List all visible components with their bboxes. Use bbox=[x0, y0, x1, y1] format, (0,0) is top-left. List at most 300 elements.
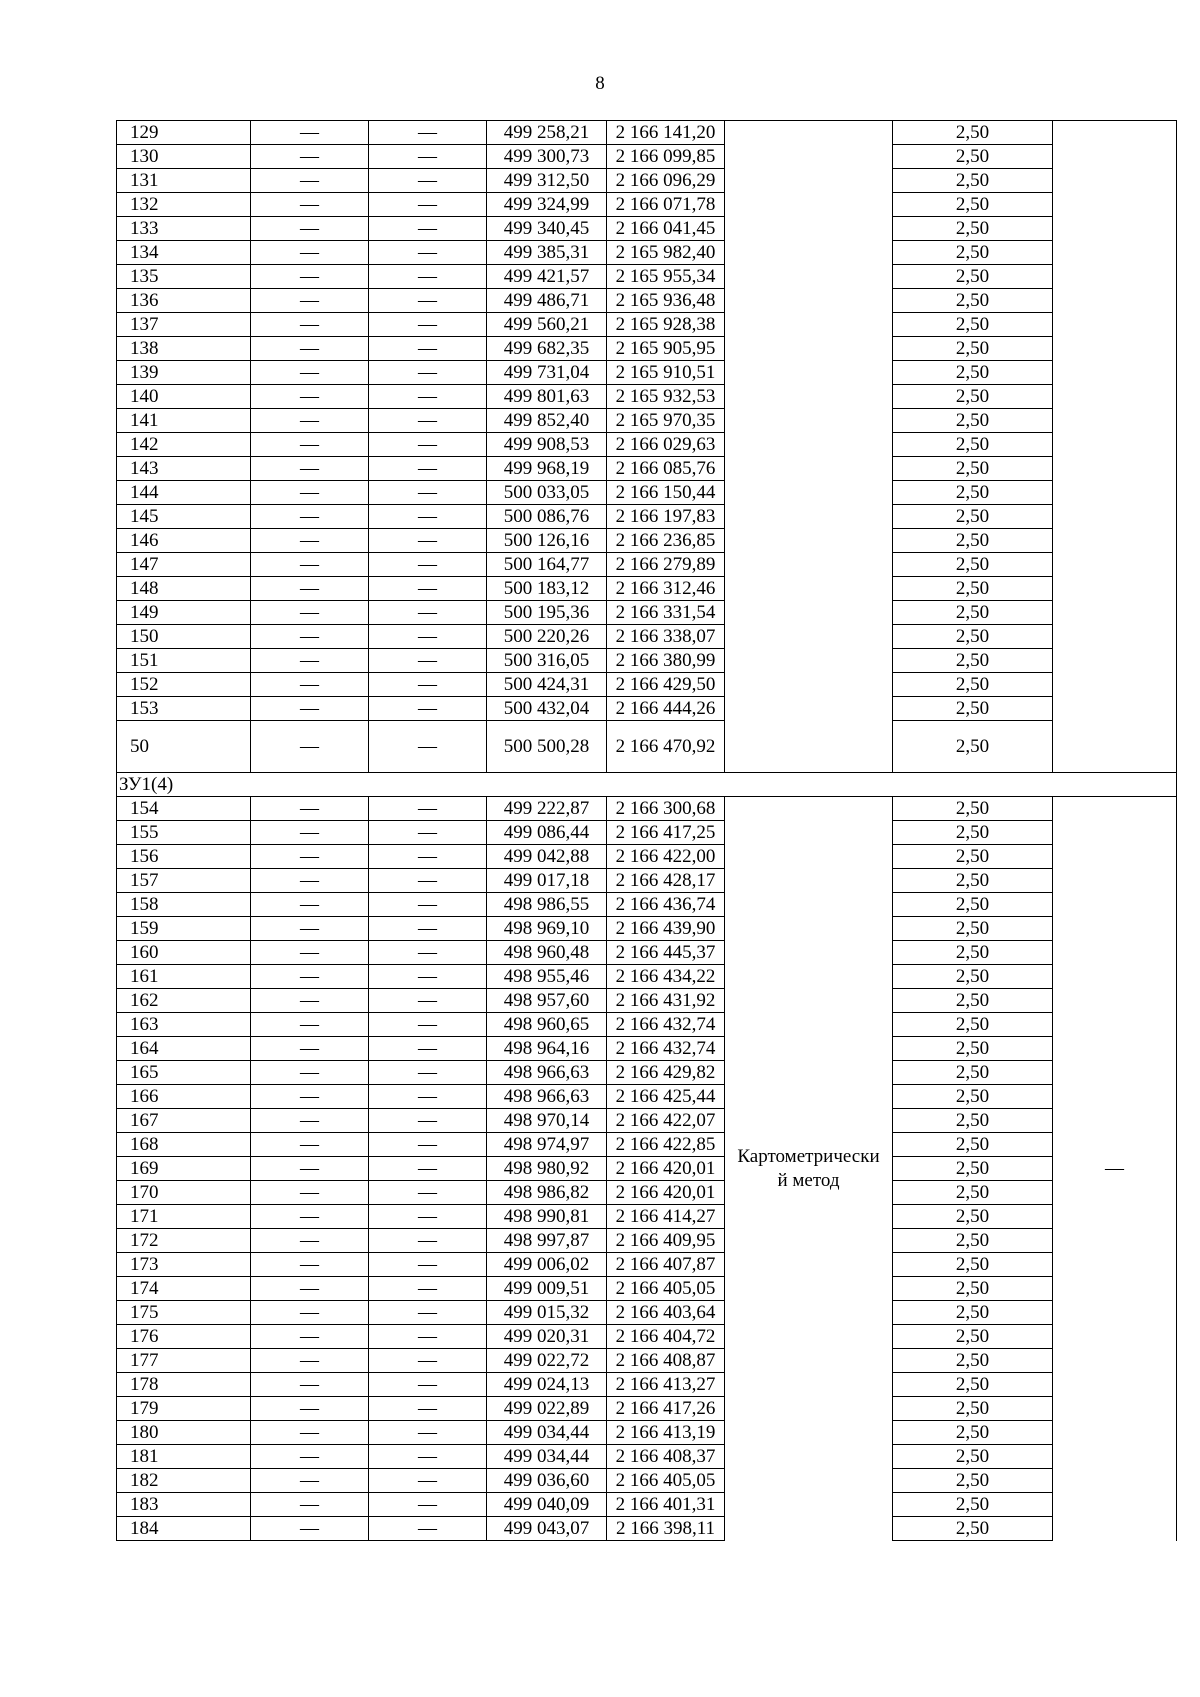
point-cell: 149 bbox=[117, 601, 251, 625]
table-row bbox=[117, 241, 1177, 265]
table-row bbox=[117, 193, 1177, 217]
y-coordinate-cell: 2 166 041,45 bbox=[607, 217, 725, 241]
y-coordinate-cell: 2 165 932,53 bbox=[607, 385, 725, 409]
accuracy-cell: 2,50 bbox=[893, 965, 1053, 989]
y-coordinate-cell: 2 166 405,05 bbox=[607, 1277, 725, 1301]
x-coordinate-cell: 499 801,63 bbox=[487, 385, 607, 409]
x-coordinate-cell: 498 969,10 bbox=[487, 917, 607, 941]
point-cell: 183 bbox=[117, 1493, 251, 1517]
accuracy-cell: 2,50 bbox=[893, 361, 1053, 385]
x-coordinate-cell: 500 086,76 bbox=[487, 505, 607, 529]
dx-cell: — bbox=[251, 1469, 369, 1493]
point-cell: 129 bbox=[117, 121, 251, 145]
x-coordinate-cell: 500 220,26 bbox=[487, 625, 607, 649]
point-cell: 157 bbox=[117, 869, 251, 893]
x-coordinate-cell: 498 997,87 bbox=[487, 1229, 607, 1253]
accuracy-cell: 2,50 bbox=[893, 673, 1053, 697]
table-row bbox=[117, 1157, 1177, 1181]
table-row bbox=[117, 553, 1177, 577]
x-coordinate-cell: 499 022,89 bbox=[487, 1397, 607, 1421]
dy-cell: — bbox=[369, 1325, 487, 1349]
table-row bbox=[117, 1061, 1177, 1085]
y-coordinate-cell: 2 166 408,87 bbox=[607, 1349, 725, 1373]
table-row bbox=[117, 433, 1177, 457]
table-row bbox=[117, 1253, 1177, 1277]
dy-cell: — bbox=[369, 1205, 487, 1229]
y-coordinate-cell: 2 166 439,90 bbox=[607, 917, 725, 941]
x-coordinate-cell: 499 086,44 bbox=[487, 821, 607, 845]
table-row bbox=[117, 649, 1177, 673]
accuracy-cell: 2,50 bbox=[893, 1445, 1053, 1469]
point-cell: 151 bbox=[117, 649, 251, 673]
dx-cell: — bbox=[251, 965, 369, 989]
y-coordinate-cell: 2 166 408,37 bbox=[607, 1445, 725, 1469]
point-cell: 130 bbox=[117, 145, 251, 169]
description-cell: — bbox=[1053, 797, 1177, 1541]
accuracy-cell: 2,50 bbox=[893, 289, 1053, 313]
accuracy-cell: 2,50 bbox=[893, 1277, 1053, 1301]
accuracy-cell: 2,50 bbox=[893, 917, 1053, 941]
table-row bbox=[117, 1277, 1177, 1301]
table-row bbox=[117, 1325, 1177, 1349]
y-coordinate-cell: 2 166 422,07 bbox=[607, 1109, 725, 1133]
y-coordinate-cell: 2 166 436,74 bbox=[607, 893, 725, 917]
x-coordinate-cell: 500 164,77 bbox=[487, 553, 607, 577]
accuracy-cell: 2,50 bbox=[893, 1109, 1053, 1133]
x-coordinate-cell: 499 421,57 bbox=[487, 265, 607, 289]
dy-cell: — bbox=[369, 601, 487, 625]
table-row bbox=[117, 145, 1177, 169]
dy-cell: — bbox=[369, 625, 487, 649]
x-coordinate-cell: 499 222,87 bbox=[487, 797, 607, 821]
x-coordinate-cell: 500 195,36 bbox=[487, 601, 607, 625]
dx-cell: — bbox=[251, 1517, 369, 1541]
table-row bbox=[117, 1181, 1177, 1205]
dy-cell: — bbox=[369, 1277, 487, 1301]
y-coordinate-cell: 2 166 414,27 bbox=[607, 1205, 725, 1229]
accuracy-cell: 2,50 bbox=[893, 1181, 1053, 1205]
dy-cell: — bbox=[369, 1181, 487, 1205]
x-coordinate-cell: 498 966,63 bbox=[487, 1061, 607, 1085]
point-cell: 184 bbox=[117, 1517, 251, 1541]
point-cell: 146 bbox=[117, 529, 251, 553]
point-cell: 159 bbox=[117, 917, 251, 941]
point-cell: 132 bbox=[117, 193, 251, 217]
coordinates-table bbox=[116, 120, 1177, 1541]
dy-cell: — bbox=[369, 649, 487, 673]
table-row bbox=[117, 1037, 1177, 1061]
dx-cell: — bbox=[251, 217, 369, 241]
accuracy-cell: 2,50 bbox=[893, 625, 1053, 649]
accuracy-cell: 2,50 bbox=[893, 1349, 1053, 1373]
dy-cell: — bbox=[369, 361, 487, 385]
y-coordinate-cell: 2 166 312,46 bbox=[607, 577, 725, 601]
point-cell: 145 bbox=[117, 505, 251, 529]
accuracy-cell: 2,50 bbox=[893, 601, 1053, 625]
table-row bbox=[117, 797, 1177, 821]
dx-cell: — bbox=[251, 941, 369, 965]
table-row bbox=[117, 1469, 1177, 1493]
y-coordinate-cell: 2 166 071,78 bbox=[607, 193, 725, 217]
dx-cell: — bbox=[251, 1445, 369, 1469]
dy-cell: — bbox=[369, 989, 487, 1013]
x-coordinate-cell: 499 908,53 bbox=[487, 433, 607, 457]
accuracy-cell: 2,50 bbox=[893, 1469, 1053, 1493]
table-row bbox=[117, 217, 1177, 241]
dy-cell: — bbox=[369, 1109, 487, 1133]
table-row bbox=[117, 1373, 1177, 1397]
accuracy-cell: 2,50 bbox=[893, 869, 1053, 893]
y-coordinate-cell: 2 166 096,29 bbox=[607, 169, 725, 193]
dx-cell: — bbox=[251, 869, 369, 893]
x-coordinate-cell: 499 017,18 bbox=[487, 869, 607, 893]
x-coordinate-cell: 500 033,05 bbox=[487, 481, 607, 505]
x-coordinate-cell: 498 955,46 bbox=[487, 965, 607, 989]
dy-cell: — bbox=[369, 1469, 487, 1493]
accuracy-cell: 2,50 bbox=[893, 1061, 1053, 1085]
dy-cell: — bbox=[369, 289, 487, 313]
dx-cell: — bbox=[251, 265, 369, 289]
point-cell: 139 bbox=[117, 361, 251, 385]
x-coordinate-cell: 499 340,45 bbox=[487, 217, 607, 241]
dx-cell: — bbox=[251, 1301, 369, 1325]
point-cell: 154 bbox=[117, 797, 251, 821]
dx-cell: — bbox=[251, 1229, 369, 1253]
y-coordinate-cell: 2 166 380,99 bbox=[607, 649, 725, 673]
x-coordinate-cell: 499 486,71 bbox=[487, 289, 607, 313]
x-coordinate-cell: 499 015,32 bbox=[487, 1301, 607, 1325]
x-coordinate-cell: 499 043,07 bbox=[487, 1517, 607, 1541]
dx-cell: — bbox=[251, 601, 369, 625]
x-coordinate-cell: 498 966,63 bbox=[487, 1085, 607, 1109]
y-coordinate-cell: 2 166 099,85 bbox=[607, 145, 725, 169]
x-coordinate-cell: 499 731,04 bbox=[487, 361, 607, 385]
table-row bbox=[117, 1349, 1177, 1373]
table-row bbox=[117, 845, 1177, 869]
y-coordinate-cell: 2 166 470,92 bbox=[607, 721, 725, 773]
point-cell: 173 bbox=[117, 1253, 251, 1277]
description-cell bbox=[1053, 121, 1177, 773]
y-coordinate-cell: 2 166 404,72 bbox=[607, 1325, 725, 1349]
point-cell: 160 bbox=[117, 941, 251, 965]
dy-cell: — bbox=[369, 217, 487, 241]
y-coordinate-cell: 2 166 141,20 bbox=[607, 121, 725, 145]
x-coordinate-cell: 499 034,44 bbox=[487, 1421, 607, 1445]
dy-cell: — bbox=[369, 869, 487, 893]
accuracy-cell: 2,50 bbox=[893, 385, 1053, 409]
accuracy-cell: 2,50 bbox=[893, 1301, 1053, 1325]
accuracy-cell: 2,50 bbox=[893, 1325, 1053, 1349]
point-cell: 180 bbox=[117, 1421, 251, 1445]
dy-cell: — bbox=[369, 409, 487, 433]
point-cell: 50 bbox=[117, 721, 251, 773]
dy-cell: — bbox=[369, 1229, 487, 1253]
y-coordinate-cell: 2 166 413,19 bbox=[607, 1421, 725, 1445]
table-row bbox=[117, 1301, 1177, 1325]
y-coordinate-cell: 2 166 398,11 bbox=[607, 1517, 725, 1541]
table-row bbox=[117, 965, 1177, 989]
table-row bbox=[117, 169, 1177, 193]
dx-cell: — bbox=[251, 313, 369, 337]
point-cell: 136 bbox=[117, 289, 251, 313]
dy-cell: — bbox=[369, 193, 487, 217]
dx-cell: — bbox=[251, 1061, 369, 1085]
table-row bbox=[117, 1133, 1177, 1157]
dx-cell: — bbox=[251, 433, 369, 457]
y-coordinate-cell: 2 166 445,37 bbox=[607, 941, 725, 965]
dy-cell: — bbox=[369, 457, 487, 481]
dy-cell: — bbox=[369, 1037, 487, 1061]
y-coordinate-cell: 2 166 417,25 bbox=[607, 821, 725, 845]
dy-cell: — bbox=[369, 941, 487, 965]
point-cell: 170 bbox=[117, 1181, 251, 1205]
dx-cell: — bbox=[251, 917, 369, 941]
accuracy-cell: 2,50 bbox=[893, 265, 1053, 289]
point-cell: 137 bbox=[117, 313, 251, 337]
dy-cell: — bbox=[369, 241, 487, 265]
x-coordinate-cell: 498 964,16 bbox=[487, 1037, 607, 1061]
point-cell: 134 bbox=[117, 241, 251, 265]
dx-cell: — bbox=[251, 1397, 369, 1421]
accuracy-cell: 2,50 bbox=[893, 217, 1053, 241]
accuracy-cell: 2,50 bbox=[893, 1205, 1053, 1229]
point-cell: 133 bbox=[117, 217, 251, 241]
point-cell: 175 bbox=[117, 1301, 251, 1325]
table-row bbox=[117, 265, 1177, 289]
accuracy-cell: 2,50 bbox=[893, 1085, 1053, 1109]
x-coordinate-cell: 499 034,44 bbox=[487, 1445, 607, 1469]
accuracy-cell: 2,50 bbox=[893, 893, 1053, 917]
x-coordinate-cell: 499 258,21 bbox=[487, 121, 607, 145]
dx-cell: — bbox=[251, 169, 369, 193]
y-coordinate-cell: 2 165 955,34 bbox=[607, 265, 725, 289]
dy-cell: — bbox=[369, 385, 487, 409]
y-coordinate-cell: 2 166 420,01 bbox=[607, 1181, 725, 1205]
y-coordinate-cell: 2 166 425,44 bbox=[607, 1085, 725, 1109]
point-cell: 164 bbox=[117, 1037, 251, 1061]
accuracy-cell: 2,50 bbox=[893, 409, 1053, 433]
y-coordinate-cell: 2 166 432,74 bbox=[607, 1037, 725, 1061]
y-coordinate-cell: 2 166 403,64 bbox=[607, 1301, 725, 1325]
point-cell: 166 bbox=[117, 1085, 251, 1109]
point-cell: 176 bbox=[117, 1325, 251, 1349]
x-coordinate-cell: 499 324,99 bbox=[487, 193, 607, 217]
point-cell: 153 bbox=[117, 697, 251, 721]
x-coordinate-cell: 499 022,72 bbox=[487, 1349, 607, 1373]
table-row bbox=[117, 697, 1177, 721]
accuracy-cell: 2,50 bbox=[893, 821, 1053, 845]
x-coordinate-cell: 499 852,40 bbox=[487, 409, 607, 433]
table-row bbox=[117, 721, 1177, 773]
accuracy-cell: 2,50 bbox=[893, 1253, 1053, 1277]
table-row bbox=[117, 337, 1177, 361]
point-cell: 141 bbox=[117, 409, 251, 433]
x-coordinate-cell: 498 974,97 bbox=[487, 1133, 607, 1157]
x-coordinate-cell: 499 560,21 bbox=[487, 313, 607, 337]
x-coordinate-cell: 499 006,02 bbox=[487, 1253, 607, 1277]
x-coordinate-cell: 499 385,31 bbox=[487, 241, 607, 265]
dy-cell: — bbox=[369, 577, 487, 601]
dy-cell: — bbox=[369, 529, 487, 553]
table-row bbox=[117, 989, 1177, 1013]
accuracy-cell: 2,50 bbox=[893, 529, 1053, 553]
dy-cell: — bbox=[369, 1373, 487, 1397]
dy-cell: — bbox=[369, 1061, 487, 1085]
y-coordinate-cell: 2 166 405,05 bbox=[607, 1469, 725, 1493]
accuracy-cell: 2,50 bbox=[893, 1013, 1053, 1037]
dx-cell: — bbox=[251, 1253, 369, 1277]
x-coordinate-cell: 499 968,19 bbox=[487, 457, 607, 481]
x-coordinate-cell: 499 024,13 bbox=[487, 1373, 607, 1397]
dy-cell: — bbox=[369, 893, 487, 917]
y-coordinate-cell: 2 166 150,44 bbox=[607, 481, 725, 505]
dy-cell: — bbox=[369, 1253, 487, 1277]
table-row bbox=[117, 529, 1177, 553]
table-row bbox=[117, 1517, 1177, 1541]
dy-cell: — bbox=[369, 265, 487, 289]
point-cell: 138 bbox=[117, 337, 251, 361]
y-coordinate-cell: 2 166 422,85 bbox=[607, 1133, 725, 1157]
y-coordinate-cell: 2 166 432,74 bbox=[607, 1013, 725, 1037]
accuracy-cell: 2,50 bbox=[893, 845, 1053, 869]
method-cell: Картометрически й метод bbox=[725, 797, 893, 1541]
y-coordinate-cell: 2 166 428,17 bbox=[607, 869, 725, 893]
table-row bbox=[117, 1109, 1177, 1133]
dx-cell: — bbox=[251, 145, 369, 169]
x-coordinate-cell: 500 183,12 bbox=[487, 577, 607, 601]
dy-cell: — bbox=[369, 1421, 487, 1445]
dx-cell: — bbox=[251, 1181, 369, 1205]
dx-cell: — bbox=[251, 1277, 369, 1301]
dy-cell: — bbox=[369, 313, 487, 337]
dy-cell: — bbox=[369, 145, 487, 169]
x-coordinate-cell: 499 020,31 bbox=[487, 1325, 607, 1349]
dy-cell: — bbox=[369, 1517, 487, 1541]
dx-cell: — bbox=[251, 649, 369, 673]
dy-cell: — bbox=[369, 1133, 487, 1157]
x-coordinate-cell: 499 312,50 bbox=[487, 169, 607, 193]
table-row bbox=[117, 577, 1177, 601]
y-coordinate-cell: 2 166 401,31 bbox=[607, 1493, 725, 1517]
x-coordinate-cell: 499 042,88 bbox=[487, 845, 607, 869]
dx-cell: — bbox=[251, 989, 369, 1013]
dx-cell: — bbox=[251, 553, 369, 577]
x-coordinate-cell: 498 980,92 bbox=[487, 1157, 607, 1181]
dy-cell: — bbox=[369, 169, 487, 193]
x-coordinate-cell: 498 986,55 bbox=[487, 893, 607, 917]
table-row bbox=[117, 821, 1177, 845]
dx-cell: — bbox=[251, 1373, 369, 1397]
dx-cell: — bbox=[251, 1085, 369, 1109]
accuracy-cell: 2,50 bbox=[893, 989, 1053, 1013]
y-coordinate-cell: 2 166 331,54 bbox=[607, 601, 725, 625]
x-coordinate-cell: 500 126,16 bbox=[487, 529, 607, 553]
dx-cell: — bbox=[251, 481, 369, 505]
x-coordinate-cell: 499 009,51 bbox=[487, 1277, 607, 1301]
y-coordinate-cell: 2 166 029,63 bbox=[607, 433, 725, 457]
table-row bbox=[117, 1205, 1177, 1229]
y-coordinate-cell: 2 165 982,40 bbox=[607, 241, 725, 265]
accuracy-cell: 2,50 bbox=[893, 1373, 1053, 1397]
dx-cell: — bbox=[251, 193, 369, 217]
x-coordinate-cell: 499 040,09 bbox=[487, 1493, 607, 1517]
point-cell: 148 bbox=[117, 577, 251, 601]
accuracy-cell: 2,50 bbox=[893, 313, 1053, 337]
accuracy-cell: 2,50 bbox=[893, 721, 1053, 773]
table-row bbox=[117, 481, 1177, 505]
x-coordinate-cell: 499 036,60 bbox=[487, 1469, 607, 1493]
table-row bbox=[117, 1085, 1177, 1109]
dx-cell: — bbox=[251, 797, 369, 821]
section-header-row bbox=[117, 773, 1177, 797]
method-cell bbox=[725, 121, 893, 773]
dx-cell: — bbox=[251, 409, 369, 433]
accuracy-cell: 2,50 bbox=[893, 941, 1053, 965]
accuracy-cell: 2,50 bbox=[893, 481, 1053, 505]
x-coordinate-cell: 498 960,65 bbox=[487, 1013, 607, 1037]
point-cell: 167 bbox=[117, 1109, 251, 1133]
y-coordinate-cell: 2 166 409,95 bbox=[607, 1229, 725, 1253]
table-row bbox=[117, 1397, 1177, 1421]
y-coordinate-cell: 2 166 338,07 bbox=[607, 625, 725, 649]
table-row bbox=[117, 1493, 1177, 1517]
page-number: 8 bbox=[595, 73, 605, 94]
accuracy-cell: 2,50 bbox=[893, 457, 1053, 481]
table-row bbox=[117, 289, 1177, 313]
dy-cell: — bbox=[369, 697, 487, 721]
accuracy-cell: 2,50 bbox=[893, 649, 1053, 673]
y-coordinate-cell: 2 165 928,38 bbox=[607, 313, 725, 337]
dy-cell: — bbox=[369, 1301, 487, 1325]
dx-cell: — bbox=[251, 1013, 369, 1037]
y-coordinate-cell: 2 166 279,89 bbox=[607, 553, 725, 577]
point-cell: 181 bbox=[117, 1445, 251, 1469]
point-cell: 171 bbox=[117, 1205, 251, 1229]
point-cell: 182 bbox=[117, 1469, 251, 1493]
x-coordinate-cell: 499 682,35 bbox=[487, 337, 607, 361]
x-coordinate-cell: 499 300,73 bbox=[487, 145, 607, 169]
dx-cell: — bbox=[251, 625, 369, 649]
dy-cell: — bbox=[369, 673, 487, 697]
dx-cell: — bbox=[251, 1325, 369, 1349]
accuracy-cell: 2,50 bbox=[893, 1493, 1053, 1517]
table-row bbox=[117, 505, 1177, 529]
point-cell: 179 bbox=[117, 1397, 251, 1421]
section-label: ЗУ1(4) bbox=[117, 773, 1177, 797]
y-coordinate-cell: 2 166 434,22 bbox=[607, 965, 725, 989]
y-coordinate-cell: 2 166 236,85 bbox=[607, 529, 725, 553]
point-cell: 172 bbox=[117, 1229, 251, 1253]
y-coordinate-cell: 2 166 413,27 bbox=[607, 1373, 725, 1397]
dx-cell: — bbox=[251, 505, 369, 529]
dy-cell: — bbox=[369, 1013, 487, 1037]
x-coordinate-cell: 498 960,48 bbox=[487, 941, 607, 965]
y-coordinate-cell: 2 166 407,87 bbox=[607, 1253, 725, 1277]
dx-cell: — bbox=[251, 529, 369, 553]
dy-cell: — bbox=[369, 1349, 487, 1373]
table-row bbox=[117, 313, 1177, 337]
dy-cell: — bbox=[369, 917, 487, 941]
table-row bbox=[117, 673, 1177, 697]
dy-cell: — bbox=[369, 1397, 487, 1421]
dy-cell: — bbox=[369, 1157, 487, 1181]
y-coordinate-cell: 2 165 910,51 bbox=[607, 361, 725, 385]
accuracy-cell: 2,50 bbox=[893, 797, 1053, 821]
x-coordinate-cell: 500 316,05 bbox=[487, 649, 607, 673]
dy-cell: — bbox=[369, 821, 487, 845]
dx-cell: — bbox=[251, 289, 369, 313]
dx-cell: — bbox=[251, 697, 369, 721]
